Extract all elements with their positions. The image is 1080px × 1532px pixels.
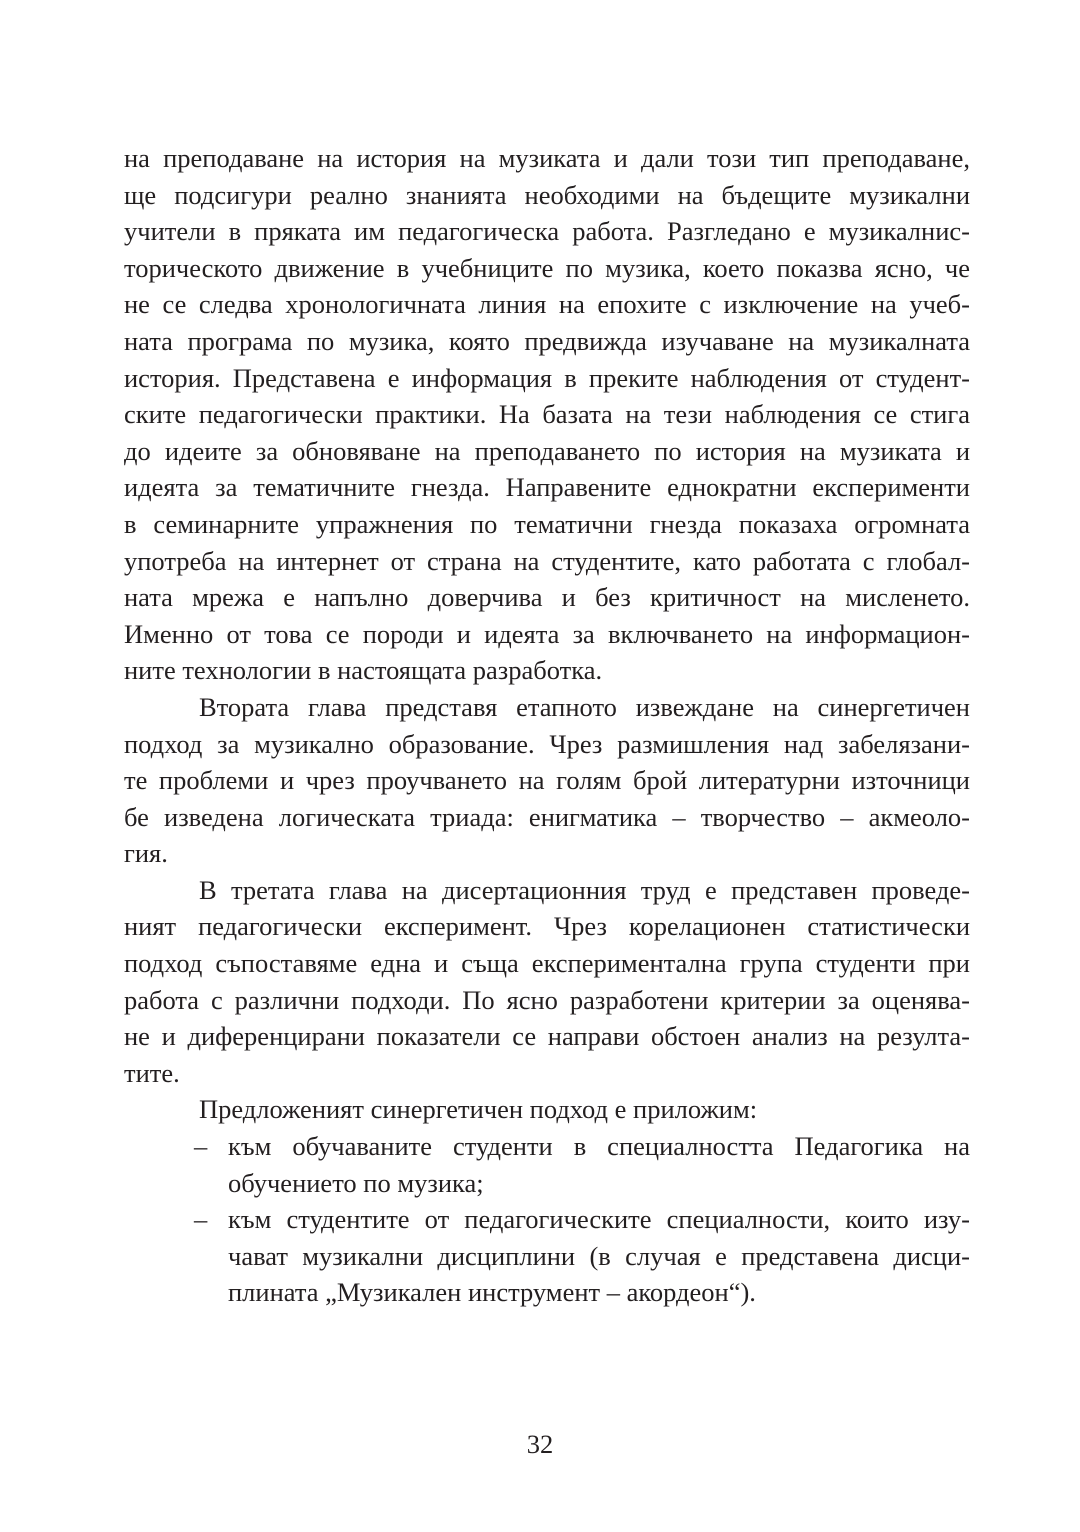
paragraph-1 <box>124 140 970 689</box>
bullet-dash: – <box>194 1204 208 1235</box>
text-line: торическото движение в учебниците по музика, което показва ясно, че <box>124 252 970 283</box>
text-line: не и диференцирани показатели се направи обстоен анализ на резулта- <box>124 1021 970 1052</box>
list-item <box>124 1201 970 1311</box>
page-body <box>124 140 970 1311</box>
text-line: до идеите за обновяване на преподаването по история на музиката и <box>124 435 970 466</box>
text-line: ните технологии в настоящата разработка. <box>124 655 603 686</box>
paragraph-4 <box>124 1091 970 1128</box>
text-line: В третата глава на дисертационния труд е представен проведе- <box>199 874 970 905</box>
text-line: в семинарните упражнения по тематични гнезда показаха огромната <box>124 508 970 539</box>
text-line: идеята за тематичните гнезда. Направените еднократни експерименти <box>124 472 970 503</box>
bullet-list <box>124 1128 970 1311</box>
text-line: ната мрежа е напълно доверчива и без критичност на мисленето. <box>124 582 970 613</box>
list-item <box>124 1128 970 1201</box>
text-line <box>124 1128 970 1165</box>
bullet-text: към студентите от педагогическите специалности, които изу- <box>228 1204 970 1235</box>
text-line: ще подсигури реално знанията необходими на бъдещите музикални <box>124 179 970 210</box>
text-line: употреба на интернет от страна на студентите, като работата с глобал- <box>124 545 970 576</box>
text-line: плината „Музикален инструмент – акордеон“). <box>228 1277 756 1308</box>
text-line: те проблеми и чрез проучването на голям брой литературни източници <box>124 765 970 796</box>
text-line: не се следва хронологичната линия на епохите с изключение на учеб- <box>124 289 970 320</box>
text-line: Именно от това се породи и идеята за включването на информацион- <box>124 618 970 649</box>
bullet-dash: – <box>194 1131 208 1162</box>
text-line: Предложеният синергетичен подход е приложим: <box>199 1094 758 1125</box>
text-line: ната програма по музика, която предвижда изучаване на музикалната <box>124 325 970 356</box>
page-number: 32 <box>526 1429 554 1459</box>
text-line: работа с различни подходи. По ясно разработени критерии за оценява- <box>124 984 970 1015</box>
text-line: чават музикални дисциплини (в случая е представена дисци- <box>228 1240 970 1271</box>
text-line: ските педагогически практики. На базата на тези наблюдения се стига <box>124 399 970 430</box>
text-line: подход за музикално образование. Чрез размишления над забелязани- <box>124 728 970 759</box>
text-line: Втората глава представя етапното извеждане на синергетичен <box>199 691 970 722</box>
paragraph-3 <box>124 872 970 1092</box>
paragraph-2 <box>124 689 970 872</box>
text-line: бе изведена логическата триада: енигматика – творчество – акмеоло- <box>124 801 970 832</box>
text-line: ният педагогически експеримент. Чрез корелационен статистически <box>124 911 970 942</box>
text-line <box>124 1201 970 1238</box>
text-line: гия. <box>124 838 168 869</box>
text-line: тите. <box>124 1057 180 1088</box>
text-line: на преподаване на история на музиката и дали този тип преподаване, <box>124 143 970 173</box>
text-line: подход съпоставяме една и съща експериментална група студенти при <box>124 948 970 979</box>
text-line: история. Представена е информация в преките наблюдения от студент- <box>124 362 970 393</box>
text-line: учители в пряката им педагогическа работа. Разгледано е музикалнис- <box>124 216 970 247</box>
text-line: обучението по музика; <box>228 1167 484 1198</box>
bullet-text: към обучаваните студенти в специалността Педагогика на <box>228 1131 970 1162</box>
